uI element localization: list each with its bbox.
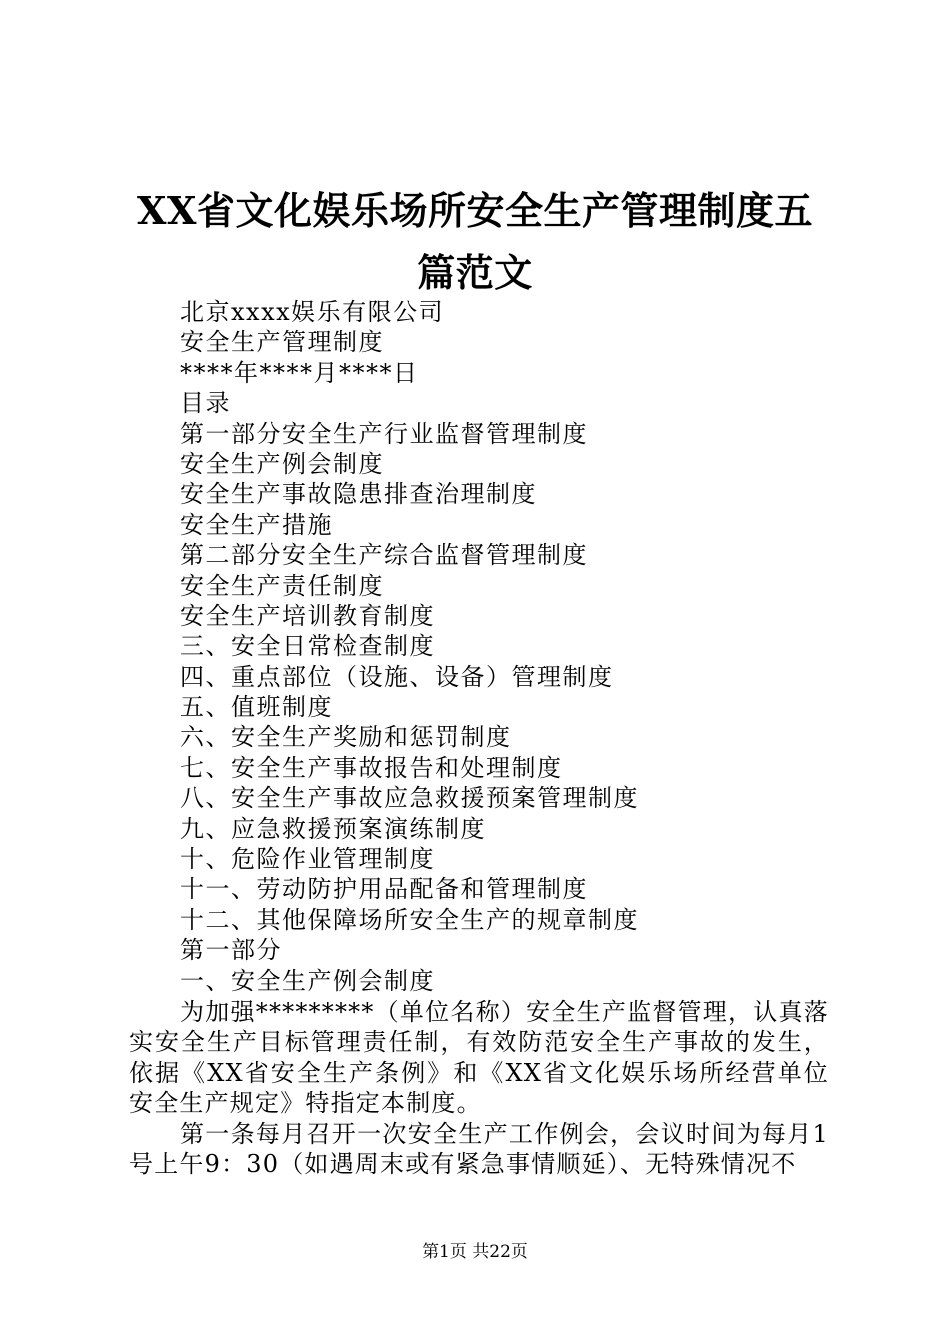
toc-item: 四、重点部位（设施、设备）管理制度 xyxy=(180,662,614,691)
body-paragraph: 为加强*********（单位名称）安全生产监督管理，认真落实安全生产目标管理责任制，有效防范安全生产事故的发生，依据《XX省安全生产条例》和《XX省文化娱乐场所经营单位安全生产规定》特指定本制度。 xyxy=(129,998,829,1118)
toc-item: 五、值班制度 xyxy=(180,693,333,722)
toc-item: 安全生产责任制度 xyxy=(180,571,384,600)
toc-item: 八、安全生产事故应急救援预案管理制度 xyxy=(180,784,639,813)
toc-item: 第二部分安全生产综合监督管理制度 xyxy=(180,541,588,570)
section-subheading: 一、安全生产例会制度 xyxy=(180,966,435,995)
toc-item: 十、危险作业管理制度 xyxy=(180,845,435,874)
section-heading: 第一部分 xyxy=(180,936,282,965)
toc-item: 十二、其他保障场所安全生产的规章制度 xyxy=(180,905,639,934)
toc-item: 七、安全生产事故报告和处理制度 xyxy=(180,753,563,782)
document-title: XX省文化娱乐场所安全生产管理制度五篇范文 xyxy=(137,188,813,295)
toc-item: 安全生产措施 xyxy=(180,510,333,539)
toc-heading: 目录 xyxy=(180,389,231,418)
toc-item: 十一、劳动防护用品配备和管理制度 xyxy=(180,875,588,904)
toc-item: 六、安全生产奖励和惩罚制度 xyxy=(180,723,512,752)
toc-item: 第一部分安全生产行业监督管理制度 xyxy=(180,419,588,448)
company-name: 北京xxxx娱乐有限公司 xyxy=(180,298,445,326)
toc-item: 安全生产例会制度 xyxy=(180,449,384,478)
toc-item: 三、安全日常检查制度 xyxy=(180,632,435,661)
date-line: ****年****月****日 xyxy=(180,358,419,387)
subtitle: 安全生产管理制度 xyxy=(180,328,384,357)
page-footer: 第1页 共22页 xyxy=(422,1242,528,1262)
toc-item: 安全生产事故隐患排查治理制度 xyxy=(180,480,537,509)
body-paragraph: 第一条每月召开一次安全生产工作例会，会议时间为每月1号上午9：30（如遇周末或有紧急事情顺延）、无特殊情况不 xyxy=(129,1120,829,1179)
toc-block xyxy=(180,297,840,996)
toc-item: 安全生产培训教育制度 xyxy=(180,601,435,630)
toc-item: 九、应急救援预案演练制度 xyxy=(180,814,486,843)
